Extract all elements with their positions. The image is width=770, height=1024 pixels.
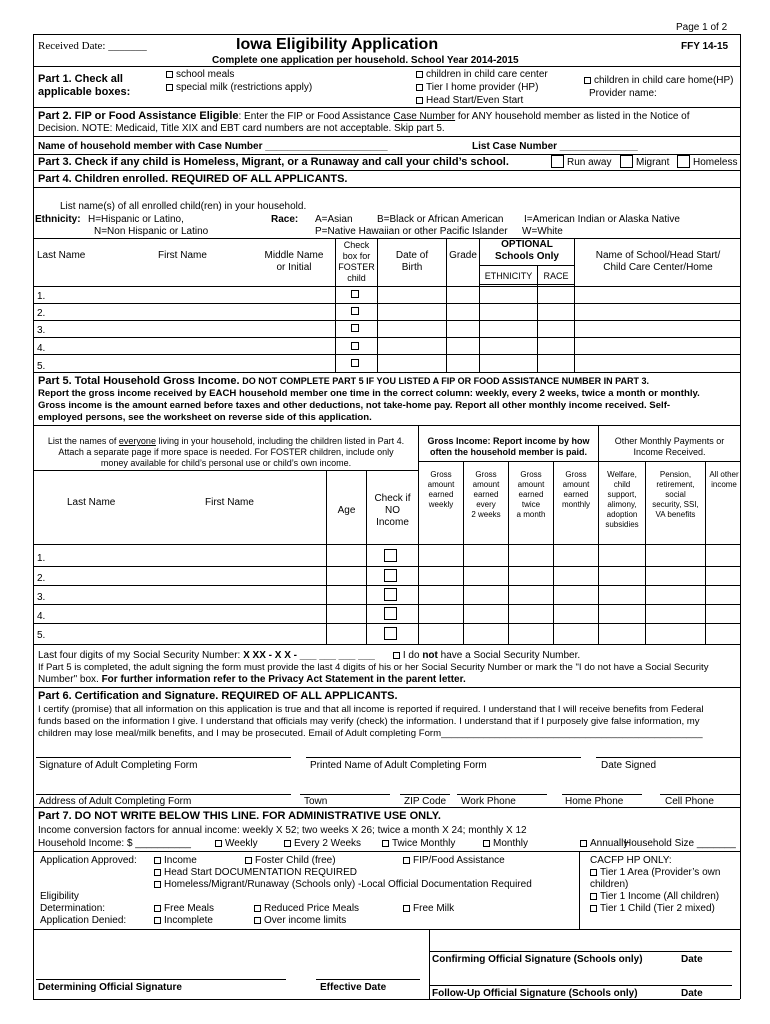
household-col-first-name: First Name (205, 497, 254, 508)
checkbox-icon[interactable] (403, 857, 410, 864)
household-row-1: 1. (37, 553, 46, 564)
certification-email-field[interactable]: children may lose meal/milk benefits, and I may be prosecuted. Email of Adult completing Form_________________________________________________ (38, 728, 703, 739)
fip-food-assistance-option[interactable]: FIP/Food Assistance (403, 855, 505, 867)
no-income-checkbox-2[interactable] (384, 569, 397, 582)
col-grade: Grade (449, 250, 477, 261)
town-field[interactable]: Town (304, 796, 328, 807)
all-other-income-col: All other income (709, 470, 739, 489)
determination-label: Determination: (40, 903, 106, 914)
confirming-signature-field[interactable]: Confirming Official Signature (Schools only) (432, 954, 643, 965)
race-code-w: W=White (522, 226, 563, 237)
pension-col: Pension, retirement, social security, SSI, VA benefits (652, 470, 699, 519)
col-first-name: First Name (158, 250, 207, 261)
homeless-label: Homeless (693, 157, 738, 168)
child-row-1: 1. (37, 291, 46, 302)
foster-checkbox-1[interactable] (351, 290, 359, 298)
checkbox-icon[interactable] (154, 869, 161, 876)
race-code-a: A=Asian (315, 214, 353, 225)
provider-name-field[interactable]: Provider name: (589, 88, 657, 99)
ethnicity-code-n: N=Non Hispanic or Latino (94, 226, 209, 237)
no-income-checkbox-5[interactable] (384, 627, 397, 640)
checkbox-icon[interactable] (154, 881, 161, 888)
part5-desc-2: Gross income is the amount earned before taxes and other deductions, not take-home pay. Report all other monthly income received. Self- (38, 400, 671, 411)
gross-twice-monthly-col: Gross amount earned twice a month (516, 470, 546, 519)
col-ethnicity: ETHNICITY (484, 271, 533, 281)
headstart-option[interactable]: Head Start/Even Start (416, 95, 523, 107)
household-income-field[interactable]: Household Income: $ __________ (38, 838, 191, 849)
child-row-2: 2. (37, 308, 46, 319)
household-list-instructions: List the names of everyone living in your household, including the children listed in Part 4. Attach a separate page if more space is needed. For FOSTER children, include only money available for child’s personal use or child’s own income. (47, 436, 405, 468)
gross-2weeks-col: Gross amount earned every 2 weeks (471, 470, 501, 519)
run-away-label: Run away (567, 157, 612, 168)
household-row-5: 5. (37, 630, 46, 641)
race-code-i: I=American Indian or Alaska Native (524, 214, 680, 225)
monthly-option[interactable]: Monthly (483, 838, 528, 850)
checkbox-icon[interactable] (580, 840, 587, 847)
tier1-child-option[interactable]: Tier 1 Child (Tier 2 mixed) (590, 903, 715, 915)
free-meals-option[interactable]: Free Meals (154, 903, 214, 915)
run-away-checkbox[interactable] (551, 155, 564, 168)
no-income-col: Check if NO Income (374, 493, 411, 528)
checkbox-icon[interactable] (590, 893, 597, 900)
col-race: RACE (543, 271, 569, 281)
determining-signature-field[interactable]: Determining Official Signature (38, 982, 182, 993)
part5-desc-1: Report the gross income received by EACH household member one time in the correct column: weekly, every 2 weeks, twice a month or monthly. (38, 388, 700, 399)
free-milk-option[interactable]: Free Milk (403, 903, 454, 915)
special-milk-option[interactable]: special milk (restrictions apply) (166, 82, 312, 94)
head-start-option[interactable]: Head Start DOCUMENTATION REQUIRED (154, 867, 357, 879)
eligibility-label: Eligibility (40, 891, 79, 902)
checkbox-icon[interactable] (590, 905, 597, 912)
adult-signature-field[interactable]: Signature of Adult Completing Form (39, 760, 198, 771)
col-middle-name: Middle Name or Initial (264, 250, 324, 273)
race-code-p: P=Native Hawaiian or other Pacific Islander (315, 226, 508, 237)
checkbox-icon[interactable] (483, 840, 490, 847)
application-approved-label: Application Approved: (40, 855, 137, 866)
household-col-last-name: Last Name (67, 497, 116, 508)
household-row-2: 2. (37, 573, 46, 584)
work-phone-field[interactable]: Work Phone (461, 796, 516, 807)
date-signed-field[interactable]: Date Signed (601, 760, 657, 771)
gross-weekly-col: Gross amount earned weekly (427, 470, 455, 509)
every-2-weeks-option[interactable]: Every 2 Weeks (284, 838, 361, 850)
part6-title: Part 6. Certification and Signature. REQUIRED OF ALL APPLICANTS. (38, 690, 398, 702)
household-col-age: Age (337, 505, 356, 516)
checkbox-icon[interactable] (416, 84, 423, 91)
confirming-date-label: Date (681, 954, 703, 965)
zip-code-field[interactable]: ZIP Code (404, 796, 447, 807)
part2-intro: Part 2. FIP or Food Assistance Eligible: Enter the FIP or Food Assistance Case Number for ANY household member as listed in the Notice of (38, 110, 690, 122)
reduced-price-option[interactable]: Reduced Price Meals (254, 903, 359, 915)
childcare-home-option[interactable]: children in child care home(HP) (584, 75, 734, 87)
school-meals-option[interactable]: school meals (166, 69, 234, 81)
privacy-note: Number" box. For further information refer to the Privacy Act Statement in the parent letter. (38, 674, 466, 685)
checkbox-icon[interactable] (166, 84, 173, 91)
col-optional: OPTIONAL Schools Only (495, 239, 559, 262)
ssn-note: If Part 5 is completed, the adult signing the form must provide the last 4 digits of his or her Social Security Number or mark the "I do not have a Social Security (38, 662, 709, 673)
col-school-name: Name of School/Head Start/ Child Care Center/Home (595, 250, 721, 273)
migrant-checkbox[interactable] (620, 155, 633, 168)
checkbox-icon[interactable] (584, 77, 591, 84)
foster-checkbox-2[interactable] (351, 307, 359, 315)
checkbox-icon[interactable] (403, 905, 410, 912)
conversion-factors: Income conversion factors for annual income: weekly X 52; two weeks X 26; twice a month X 24; monthly X 12 (38, 825, 527, 836)
checkbox-icon[interactable] (245, 857, 252, 864)
form-title: Iowa Eligibility Application (236, 36, 439, 53)
case-number-field[interactable]: List Case Number ______________ (472, 141, 638, 152)
household-row-3: 3. (37, 592, 46, 603)
no-income-checkbox-4[interactable] (384, 607, 397, 620)
gross-income-header: Gross Income: Report income by how often the household member is paid. (427, 436, 590, 457)
checkbox-icon[interactable] (254, 917, 261, 924)
checkbox-icon[interactable] (154, 905, 161, 912)
tier1-provider-option[interactable]: Tier I home provider (HP) (416, 82, 538, 94)
child-row-4: 4. (37, 343, 46, 354)
checkbox-icon[interactable] (154, 857, 161, 864)
ethnicity-code-h: H=Hispanic or Latino, (88, 214, 184, 225)
checkbox-icon[interactable] (215, 840, 222, 847)
checkbox-icon[interactable] (382, 840, 389, 847)
ethnicity-label: Ethnicity: (35, 214, 81, 225)
page-number: Page 1 of 2 (676, 22, 728, 33)
certification-text-2: funds based on the information I give. I understand that officials may verify (check) the information. I understand that if I purposely give false information, my (38, 716, 700, 727)
weekly-option[interactable]: Weekly (215, 838, 258, 850)
part5-title: Part 5. Total Household Gross Income. DO NOT COMPLETE PART 5 IF YOU LISTED A FIP OR FOOD ASSISTANCE NUMBER IN PART 3. (38, 375, 649, 387)
race-code-b: B=Black or African American (377, 214, 504, 225)
household-row-4: 4. (37, 611, 46, 622)
followup-signature-field[interactable]: Follow-Up Official Signature (Schools only) (432, 988, 638, 999)
foster-checkbox-3[interactable] (351, 324, 359, 332)
form-subtitle: Complete one application per household. School Year 2014-2015 (212, 55, 519, 66)
tier1-area-option[interactable]: Tier 1 Area (Provider’s own (590, 867, 720, 879)
ssn-line: Last four digits of my Social Security Number: X XX - X X - ___ ___ ___ ___ I do not have a Social Security Number. (38, 650, 581, 661)
tier1-income-option[interactable]: Tier 1 Income (All children) (590, 891, 719, 903)
part4-title: Part 4. Children enrolled. REQUIRED OF ALL APPLICANTS. (38, 173, 348, 185)
welfare-col: Welfare, child support, alimony, adoption subsidies (605, 470, 639, 529)
child-row-3: 3. (37, 325, 46, 336)
part2-note: Decision. NOTE: Medicaid, Title XIX and EBT card numbers are not acceptable. Skip part 5. (38, 123, 445, 134)
child-row-5: 5. (37, 361, 46, 372)
checkbox-icon[interactable] (254, 905, 261, 912)
part7-title: Part 7. DO NOT WRITE BELOW THIS LINE. FOR ADMINISTRATIVE USE ONLY. (38, 810, 441, 822)
foster-child-option[interactable]: Foster Child (free) (245, 855, 336, 867)
no-income-checkbox-3[interactable] (384, 588, 397, 601)
no-income-checkbox-1[interactable] (384, 549, 397, 562)
part1-label-2: applicable boxes: (38, 86, 131, 98)
checkbox-icon[interactable] (166, 71, 173, 78)
effective-date-field[interactable]: Effective Date (320, 982, 387, 993)
checkbox-icon[interactable] (590, 869, 597, 876)
followup-date-label: Date (681, 988, 703, 999)
col-foster-check: Check box for FOSTER child (338, 240, 375, 283)
no-ssn-checkbox[interactable] (393, 652, 400, 659)
foster-checkbox-5[interactable] (351, 359, 359, 367)
cacfp-label: CACFP HP ONLY: (590, 855, 672, 866)
received-date-field[interactable]: Received Date: _______ (38, 40, 147, 52)
part1-label: Part 1. Check all (38, 73, 123, 85)
homeless-migrant-runaway-option[interactable]: Homeless/Migrant/Runaway (Schools only) -Local Official Documentation Required (154, 879, 532, 891)
address-field[interactable]: Address of Adult Completing Form (39, 796, 192, 807)
cell-phone-field[interactable]: Cell Phone (665, 796, 714, 807)
checkbox-icon[interactable] (416, 97, 423, 104)
household-size-field[interactable]: Household Size _______ (624, 838, 736, 849)
incomplete-option[interactable]: Incomplete (154, 915, 213, 927)
annually-option[interactable]: Annually (580, 838, 628, 850)
part3-title: Part 3. Check if any child is Homeless, Migrant, or a Runaway and call your child’s school. (38, 156, 509, 168)
col-date-of-birth: Date of Birth (395, 250, 429, 273)
homeless-checkbox[interactable] (677, 155, 690, 168)
childcare-center-option[interactable]: children in child care center (416, 69, 548, 81)
part4-instruction: List name(s) of all enrolled child(ren) in your household. (60, 201, 307, 212)
application-denied-label: Application Denied: (40, 915, 127, 926)
foster-checkbox-4[interactable] (351, 342, 359, 350)
tier1-area-children: children) (590, 879, 629, 890)
part5-desc-3: employed persons, see the worksheet on reverse side of this application. (38, 412, 372, 423)
migrant-label: Migrant (636, 157, 670, 168)
other-income-header: Other Monthly Payments or Income Received. (614, 436, 725, 457)
printed-name-field[interactable]: Printed Name of Adult Completing Form (310, 760, 487, 771)
gross-monthly-col: Gross amount earned monthly (561, 470, 590, 509)
checkbox-icon[interactable] (154, 917, 161, 924)
certification-text-1: I certify (promise) that all information on this application is true and that all income is reported if required. I understand that I will receive benefits from Federal (38, 704, 704, 715)
twice-monthly-option[interactable]: Twice Monthly (382, 838, 455, 850)
race-label: Race: (271, 214, 299, 225)
ffy-label: FFY 14-15 (681, 41, 729, 52)
income-option[interactable]: Income (154, 855, 197, 867)
col-last-name: Last Name (37, 250, 86, 261)
checkbox-icon[interactable] (284, 840, 291, 847)
home-phone-field[interactable]: Home Phone (565, 796, 624, 807)
household-member-name-field[interactable]: Name of household member with Case Number ______________________ (38, 141, 388, 152)
checkbox-icon[interactable] (416, 71, 423, 78)
over-income-option[interactable]: Over income limits (254, 915, 346, 927)
